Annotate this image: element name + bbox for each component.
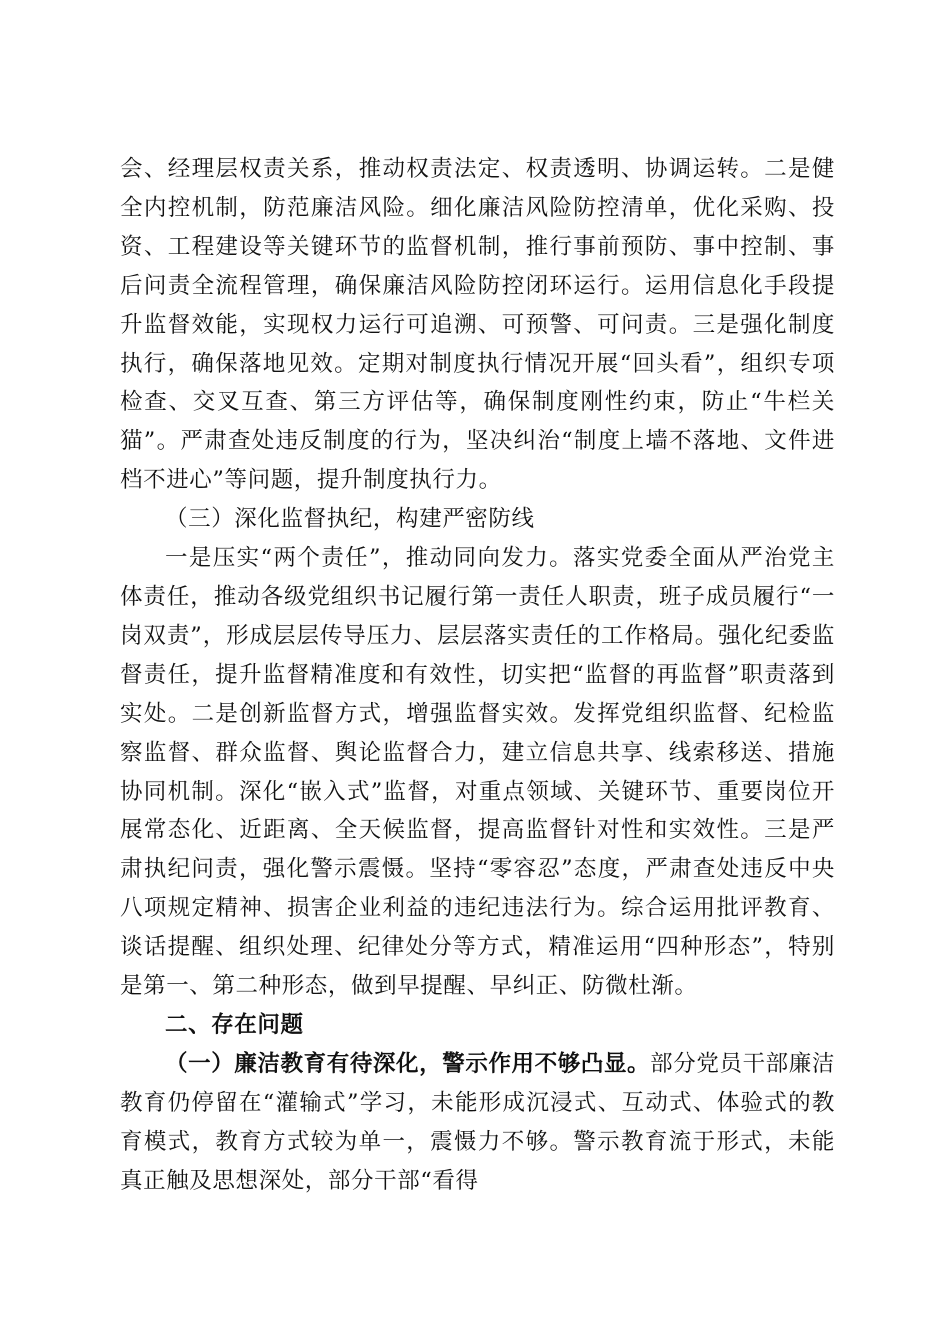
paragraph-supervision: 一是压实“两个责任”，推动同向发力。落实党委全面从严治党主体责任，推动各级党组织书记履行第一责任人职责，班子成员履行“一岗双责”，形成层层传导压力、层层落实责任的工作格局。强化纪委监督责任，提升监督精准度和有效性，切实把“监督的再监督”职责落到实处。二是创新监督方式，增强监督实效。发挥党组织监督、纪检监察监督、群众监督、舆论监督合力，建立信息共享、线索移送、措施协同机制。深化“嵌入式”监督，对重点领域、关键环节、重要岗位开展常态化、近距离、全天候监督，提高监督针对性和实效性。三是严肃执纪问责，强化警示震慑。坚持“零容忍”态度，严肃查处违反中央八项规定精神、损害企业利益的违纪违法行为。综合运用批评教育、谈话提醒、组织处理、纪律处分等方式，精准运用“四种形态”，特别是第一、第二种形态，做到早提醒、早纠正、防微杜渐。: [120, 545, 835, 1000]
issue-1-body: 部分党员干部廉洁教育仍停留在“灌输式”学习，未能形成沉浸式、互动式、体验式的教育模式，教育方式较为单一，震慑力不够。警示教育流于形式，未能真正触及思想深处，部分干部“看得: [120, 1050, 835, 1194]
issue-1-lead: （一）廉洁教育有待深化，警示作用不够凸显。: [165, 1050, 651, 1077]
part-heading-problems: 二、存在问题: [165, 1011, 304, 1038]
section-heading-3: （三）深化监督执纪，构建严密防线: [165, 506, 535, 533]
paragraph-continued: 会、经理层权责关系，推动权责法定、权责透明、协调运转。二是健全内控机制，防范廉洁风险。细化廉洁风险防控清单，优化采购、投资、工程建设等关键环节的监督机制，推行事前预防、事中控制、事后问责全流程管理，确保廉洁风险防控闭环运行。运用信息化手段提升监督效能，实现权力运行可追溯、可预警、可问责。三是强化制度执行，确保落地见效。定期对制度执行情况开展“回头看”，组织专项检查、交叉互查、第三方评估等，确保制度刚性约束，防止“牛栏关猫”。严肃查处违反制度的行为，坚决纠治“制度上墙不落地、文件进档不进心”等问题，提升制度执行力。: [120, 156, 835, 494]
paragraph-issue-1: [120, 1045, 835, 1201]
document-body: [120, 150, 835, 1200]
